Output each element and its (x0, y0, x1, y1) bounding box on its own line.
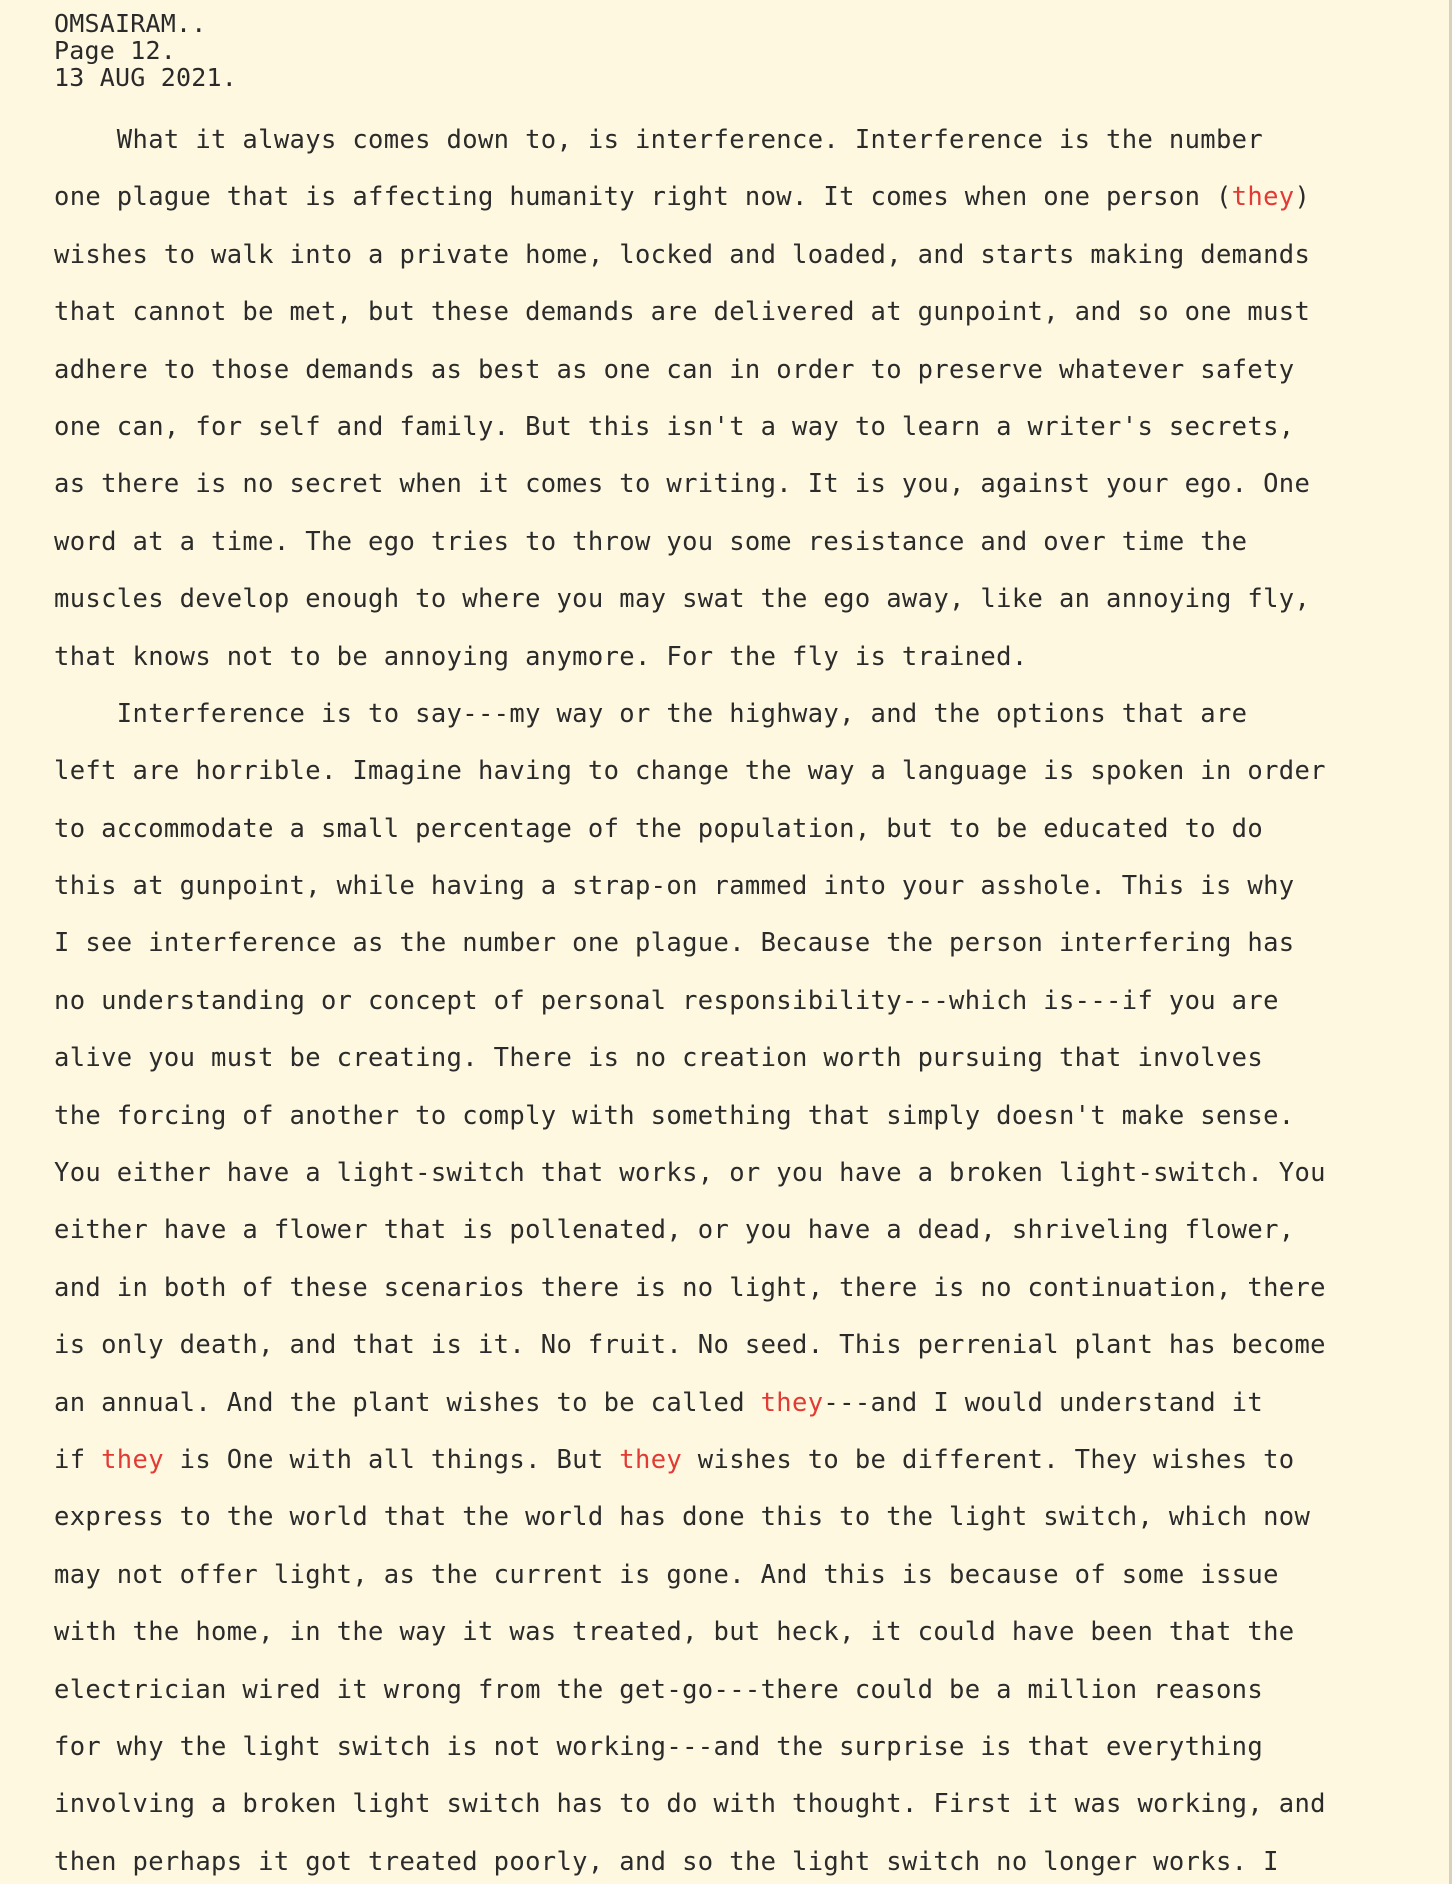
highlighted-word: they (619, 1444, 683, 1475)
text-line (54, 342, 1454, 399)
text-line (54, 1088, 1454, 1145)
text-line (54, 1260, 1454, 1317)
text-line (54, 1432, 1454, 1489)
text-segment: is only death, and that is it. No fruit. No seed. This perrenial plant has become (54, 1330, 1326, 1361)
text-line (54, 1489, 1454, 1546)
text-line (54, 1604, 1454, 1661)
text-segment: ---and I would understand it (823, 1387, 1264, 1418)
text-segment: You either have a light-switch that works, or you have a broken light-switch. You (54, 1158, 1326, 1189)
text-line (54, 1202, 1454, 1259)
text-line (54, 456, 1454, 513)
text-segment: to accommodate a small percentage of the population, but to be educated to do (54, 813, 1264, 844)
text-line (54, 743, 1454, 800)
text-line (54, 801, 1454, 858)
text-segment: left are horrible. Imagine having to change the way a language is spoken in order (54, 756, 1326, 787)
text-line (54, 1719, 1454, 1776)
text-line (54, 858, 1454, 915)
highlighted-word: they (101, 1444, 164, 1475)
text-segment: if (54, 1444, 102, 1475)
text-segment: then perhaps it got treated poorly, and so the light switch no longer works. I (54, 1846, 1279, 1877)
header-title: OMSAIRAM.. (54, 9, 207, 38)
text-segment: an annual. And the plant wishes to be called (54, 1387, 761, 1418)
text-line (54, 1145, 1454, 1202)
text-line (54, 686, 1454, 743)
text-segment: no understanding or concept of personal responsibility---which is---if you are (54, 985, 1279, 1016)
text-line (54, 514, 1454, 571)
page-header (54, 10, 237, 91)
text-line (54, 629, 1454, 686)
text-segment: and in both of these scenarios there is no light, there is no continuation, there (54, 1272, 1326, 1303)
header-page-number: Page 12. (54, 36, 177, 65)
text-line (54, 915, 1454, 972)
text-line (54, 1375, 1454, 1432)
body-text (54, 112, 1454, 1891)
text-line (54, 112, 1454, 169)
text-line (54, 1547, 1454, 1604)
text-line (54, 1317, 1454, 1374)
text-segment: express to the world that the world has done this to the light switch, which now (54, 1502, 1311, 1533)
text-line (54, 571, 1454, 628)
text-segment: I see interference as the number one plague. Because the person interfering has (54, 928, 1295, 959)
text-segment: as there is no secret when it comes to writing. It is you, against your ego. One (54, 469, 1311, 500)
text-line (54, 1030, 1454, 1087)
text-segment: with the home, in the way it was treated, but heck, it could have been that the (54, 1617, 1295, 1648)
text-segment: word at a time. The ego tries to throw you some resistance and over time the (54, 526, 1248, 557)
text-segment: either have a flower that is pollenated, or you have a dead, shriveling flower, (54, 1215, 1295, 1246)
text-line (54, 169, 1454, 226)
text-segment: the forcing of another to comply with something that simply doesn't make sense. (54, 1100, 1295, 1131)
text-segment: adhere to those demands as best as one can in order to preserve whatever safety (54, 354, 1295, 385)
text-segment: Interference is to say---my way or the highway, and the options that are (54, 698, 1248, 729)
highlighted-word: they (1231, 182, 1295, 213)
text-segment: one can, for self and family. But this isn't a way to learn a writer's secrets, (54, 411, 1295, 442)
text-segment: one plague that is affecting humanity right now. It comes when one person ( (54, 182, 1232, 213)
text-segment: electrician wired it wrong from the get-go---there could be a million reasons (54, 1674, 1264, 1705)
text-segment: that cannot be met, but these demands are delivered at gunpoint, and so one must (54, 297, 1311, 328)
header-date: 13 AUG 2021. (54, 63, 238, 92)
text-segment: involving a broken light switch has to do with thought. First it was working, and (54, 1789, 1326, 1820)
text-segment: may not offer light, as the current is gone. And this is because of some issue (54, 1559, 1279, 1590)
text-line (54, 227, 1454, 284)
text-segment: that knows not to be annoying anymore. For the fly is trained. (54, 641, 1028, 672)
text-line (54, 1834, 1454, 1891)
text-line (54, 973, 1454, 1030)
text-line (54, 399, 1454, 456)
text-segment: wishes to be different. They wishes to (682, 1444, 1295, 1475)
text-segment: alive you must be creating. There is no creation worth pursuing that involves (54, 1043, 1264, 1074)
text-segment: is One with all things. But (163, 1444, 620, 1475)
text-segment: wishes to walk into a private home, locked and loaded, and starts making demands (54, 239, 1311, 270)
text-line (54, 1662, 1454, 1719)
highlighted-word: they (760, 1387, 824, 1418)
text-segment: for why the light switch is not working---and the surprise is that everything (54, 1731, 1264, 1762)
text-line (54, 1776, 1454, 1833)
text-line (54, 284, 1454, 341)
text-segment: What it always comes down to, is interference. Interference is the number (54, 125, 1264, 155)
text-segment: this at gunpoint, while having a strap-on rammed into your asshole. This is why (54, 871, 1295, 902)
text-segment: ) (1294, 182, 1311, 213)
text-segment: muscles develop enough to where you may swat the ego away, like an annoying fly, (54, 584, 1311, 615)
